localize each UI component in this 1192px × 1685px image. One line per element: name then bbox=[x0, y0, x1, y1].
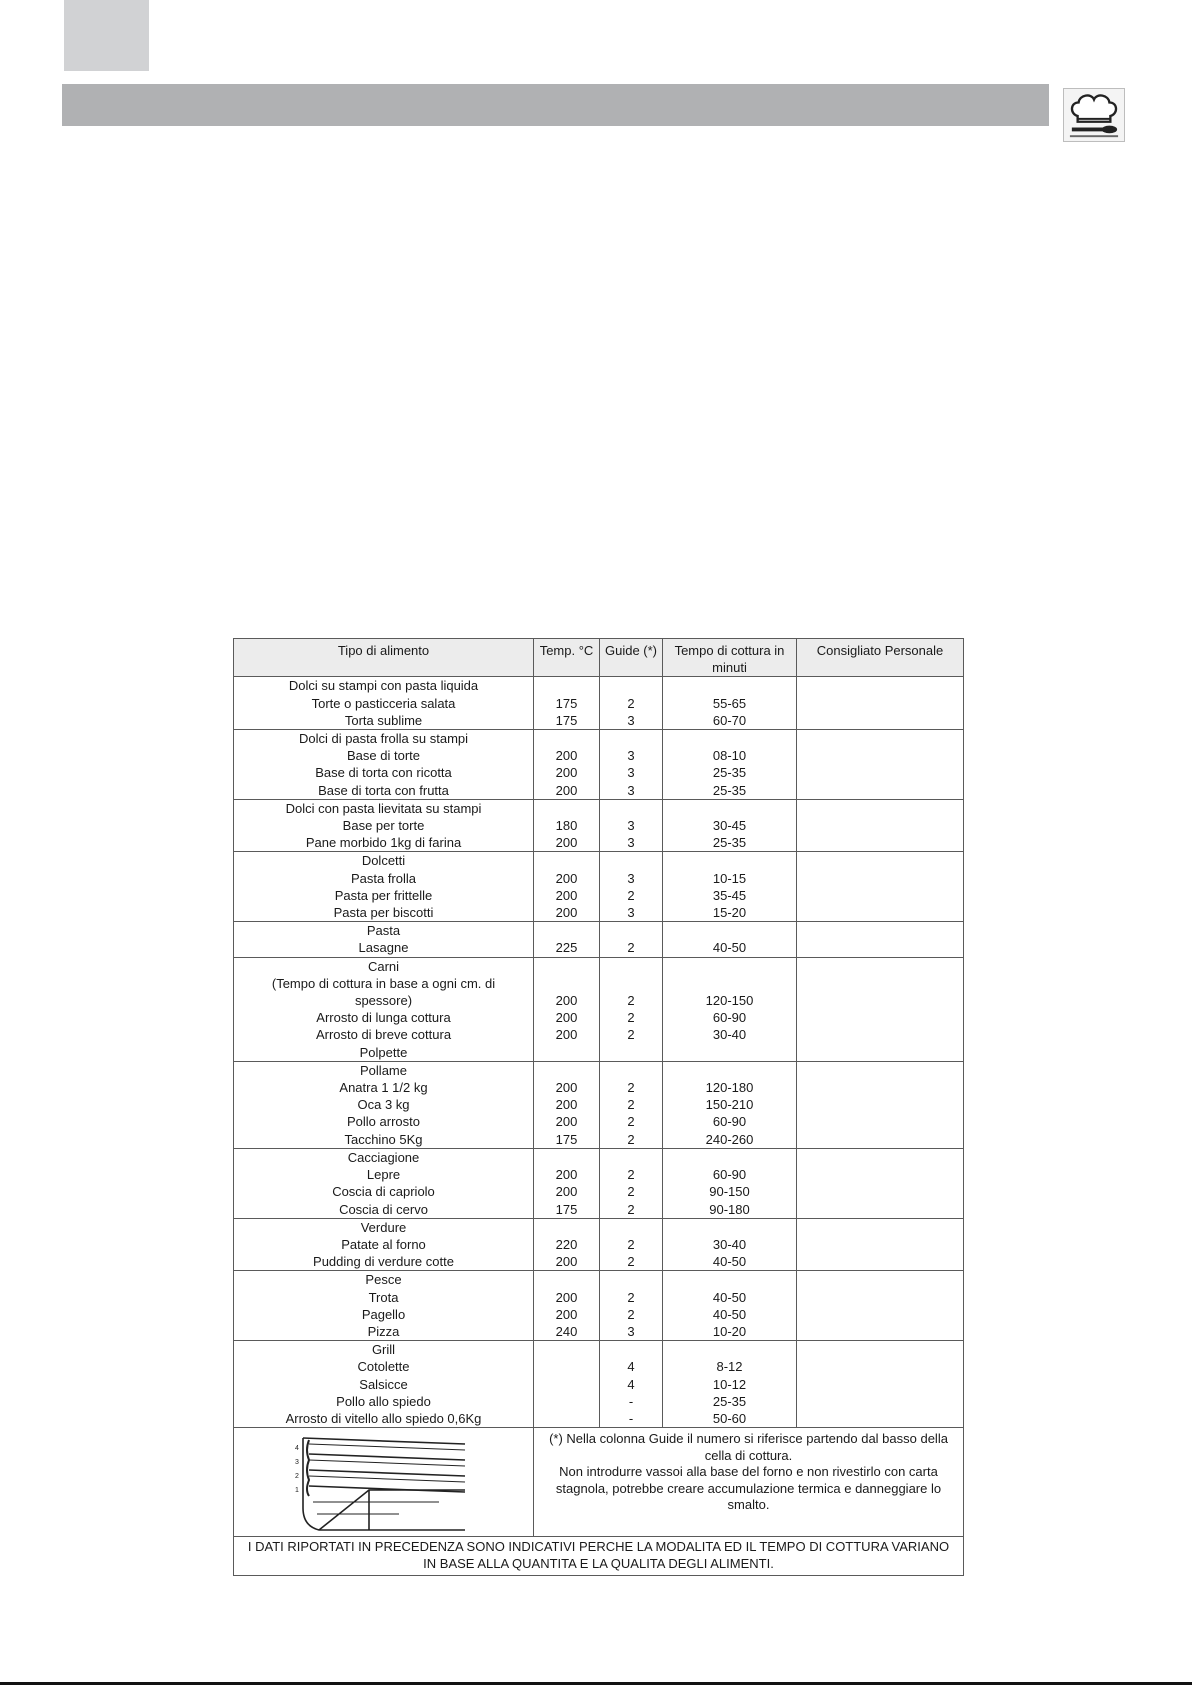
group-title: Dolci di pasta frolla su stampi bbox=[298, 731, 469, 747]
row-name: Salsicce bbox=[359, 1376, 408, 1392]
row-name: Arrosto di vitello allo spiedo 0,6Kg bbox=[285, 1410, 482, 1426]
row-name: Pudding di verdure cotte bbox=[313, 1254, 454, 1270]
personal-cell bbox=[797, 922, 964, 957]
title-spacer bbox=[534, 1062, 599, 1079]
row-name: Pasta per frittelle bbox=[334, 887, 433, 903]
row-temp: 200 bbox=[555, 1289, 578, 1305]
row-time: 60-90 bbox=[712, 1010, 747, 1026]
title-spacer bbox=[663, 852, 796, 869]
time-cell bbox=[663, 1218, 797, 1271]
title-spacer bbox=[600, 958, 662, 975]
row-name: Base di torta con frutta bbox=[318, 782, 449, 798]
temp-cell bbox=[534, 1341, 600, 1428]
row-temp: 200 bbox=[555, 993, 578, 1009]
group-title: Cacciagione bbox=[347, 1149, 420, 1165]
table-row bbox=[234, 1341, 964, 1428]
food-cell bbox=[234, 1148, 534, 1218]
guide-cell bbox=[600, 730, 663, 800]
row-temp: 200 bbox=[555, 1010, 578, 1026]
temp-cell bbox=[534, 922, 600, 957]
row-time: 25-35 bbox=[712, 835, 747, 851]
personal-cell bbox=[797, 799, 964, 852]
row-time: 120-150 bbox=[705, 993, 754, 1009]
row-time: 60-70 bbox=[712, 712, 747, 728]
row-guide: 2 bbox=[627, 940, 635, 956]
title-spacer bbox=[663, 1062, 796, 1079]
personal-cell bbox=[797, 730, 964, 800]
row-temp: 200 bbox=[555, 1027, 578, 1043]
title-spacer bbox=[600, 800, 662, 817]
food-cell bbox=[234, 957, 534, 1061]
row-temp: 175 bbox=[555, 1131, 578, 1147]
row-guide: 2 bbox=[627, 1027, 635, 1043]
time-cell bbox=[663, 677, 797, 730]
row-time: 60-90 bbox=[712, 1167, 747, 1183]
row-time: 8-12 bbox=[716, 1359, 743, 1375]
row-guide: 2 bbox=[627, 1201, 635, 1217]
guide-cell bbox=[600, 922, 663, 957]
food-cell bbox=[234, 1218, 534, 1271]
row-temp: 200 bbox=[555, 870, 578, 886]
food-cell bbox=[234, 852, 534, 922]
row-guide: 2 bbox=[627, 993, 635, 1009]
guide-cell bbox=[600, 1148, 663, 1218]
row-name: Coscia di cervo bbox=[339, 1201, 428, 1217]
title-spacer bbox=[600, 1271, 662, 1288]
row-time: 60-90 bbox=[712, 1114, 747, 1130]
row-name: Arrosto di breve cottura bbox=[315, 1027, 452, 1043]
title-spacer bbox=[663, 800, 796, 817]
row-time: 08-10 bbox=[712, 748, 747, 764]
row-name: Pollo allo spiedo bbox=[336, 1393, 431, 1409]
row-guide: 2 bbox=[627, 1131, 635, 1147]
row-name: Lasagne bbox=[358, 940, 409, 956]
food-cell bbox=[234, 677, 534, 730]
row-time: 30-40 bbox=[712, 1236, 747, 1252]
row-guide: 3 bbox=[627, 905, 635, 921]
row-guide: 3 bbox=[627, 1323, 635, 1339]
row-name: Anatra 1 1/2 kg bbox=[339, 1080, 428, 1096]
row-guide: 3 bbox=[627, 870, 635, 886]
guide-cell bbox=[600, 1061, 663, 1148]
row-time: 90-180 bbox=[709, 1201, 750, 1217]
row-time: 25-35 bbox=[712, 782, 747, 798]
row-time: 10-15 bbox=[712, 870, 747, 886]
row-guide: 2 bbox=[627, 1010, 635, 1026]
row-name: Patate al forno bbox=[341, 1236, 426, 1252]
guide-cell bbox=[600, 1271, 663, 1341]
title-spacer bbox=[534, 1341, 599, 1358]
row-temp: 175 bbox=[555, 695, 578, 711]
title-spacer bbox=[600, 852, 662, 869]
row-guide: 4 bbox=[627, 1359, 635, 1375]
row-time: 10-12 bbox=[712, 1376, 747, 1392]
guide-cell bbox=[600, 1341, 663, 1428]
row-temp: 200 bbox=[555, 1080, 578, 1096]
row-temp: 220 bbox=[555, 1236, 578, 1252]
header-cooking-time: Tempo di cottura in minuti bbox=[663, 639, 797, 677]
row-time: 40-50 bbox=[712, 1289, 747, 1305]
svg-text:1: 1 bbox=[294, 1487, 299, 1495]
row-temp: 200 bbox=[555, 1306, 578, 1322]
row-name: Pizza bbox=[367, 1323, 400, 1339]
row-guide: 4 bbox=[627, 1376, 635, 1392]
row-time: 40-50 bbox=[712, 1254, 747, 1270]
row-name: Base per torte bbox=[342, 818, 425, 834]
row-guide: 3 bbox=[627, 818, 635, 834]
group-title: Carni bbox=[367, 958, 400, 974]
title-spacer bbox=[534, 1219, 599, 1236]
temp-cell bbox=[534, 957, 600, 1061]
group-title: Grill bbox=[371, 1342, 396, 1358]
row-time: 40-50 bbox=[712, 1306, 747, 1322]
personal-cell bbox=[797, 852, 964, 922]
table-row bbox=[234, 1148, 964, 1218]
personal-cell bbox=[797, 1061, 964, 1148]
row-time: 10-20 bbox=[712, 1323, 747, 1339]
personal-cell bbox=[797, 1148, 964, 1218]
row-guide: 3 bbox=[627, 782, 635, 798]
row-guide: 2 bbox=[627, 1097, 635, 1113]
row-name: Torta sublime bbox=[344, 712, 423, 728]
row-guide: 3 bbox=[627, 835, 635, 851]
notes-row bbox=[234, 1428, 964, 1537]
row-guide: 2 bbox=[627, 1289, 635, 1305]
personal-cell bbox=[797, 957, 964, 1061]
wrap-spacer bbox=[534, 975, 599, 992]
row-name: Pagello bbox=[361, 1306, 406, 1322]
table-row bbox=[234, 799, 964, 852]
row-time: 30-45 bbox=[712, 818, 747, 834]
title-spacer bbox=[600, 1219, 662, 1236]
row-name: Pasta frolla bbox=[350, 870, 417, 886]
title-spacer bbox=[600, 677, 662, 694]
row-time: 50-60 bbox=[712, 1410, 747, 1426]
row-temp: 175 bbox=[555, 712, 578, 728]
temp-cell bbox=[534, 852, 600, 922]
row-time: 35-45 bbox=[712, 887, 747, 903]
row-temp: 200 bbox=[555, 1254, 578, 1270]
row-time: 40-50 bbox=[712, 940, 747, 956]
corner-tab bbox=[64, 0, 149, 71]
row-name: Torte o pasticceria salata bbox=[311, 695, 456, 711]
title-spacer bbox=[600, 730, 662, 747]
title-spacer bbox=[534, 677, 599, 694]
row-guide: 2 bbox=[627, 1114, 635, 1130]
title-spacer bbox=[534, 958, 599, 975]
header-food-type: Tipo di alimento bbox=[234, 639, 534, 677]
temp-cell bbox=[534, 1271, 600, 1341]
personal-cell bbox=[797, 1271, 964, 1341]
table-row bbox=[234, 852, 964, 922]
row-temp: 225 bbox=[555, 940, 578, 956]
row-guide: - bbox=[628, 1410, 634, 1426]
title-spacer bbox=[663, 922, 796, 939]
row-name: Pane morbido 1kg di farina bbox=[305, 835, 462, 851]
table-row bbox=[234, 1271, 964, 1341]
row-temp: 200 bbox=[555, 1167, 578, 1183]
row-name: Oca 3 kg bbox=[357, 1097, 410, 1113]
group-title: Pasta bbox=[366, 923, 401, 939]
row-time: 30-40 bbox=[712, 1027, 747, 1043]
temp-cell bbox=[534, 677, 600, 730]
group-title: Verdure bbox=[360, 1219, 407, 1235]
table-row bbox=[234, 677, 964, 730]
row-name: Coscia di capriolo bbox=[332, 1184, 435, 1200]
table-row bbox=[234, 922, 964, 957]
title-spacer bbox=[600, 922, 662, 939]
row-temp: 200 bbox=[555, 835, 578, 851]
temp-cell bbox=[534, 1218, 600, 1271]
title-spacer bbox=[663, 1219, 796, 1236]
food-cell bbox=[234, 922, 534, 957]
table-header-row bbox=[234, 639, 964, 677]
guide-cell bbox=[600, 1218, 663, 1271]
row-time: 120-180 bbox=[705, 1080, 754, 1096]
food-cell bbox=[234, 730, 534, 800]
row-name: Pasta per biscotti bbox=[333, 905, 434, 921]
disclaimer-footer: I DATI RIPORTATI IN PRECEDENZA SONO INDICATIVI PERCHE LA MODALITA ED IL TEMPO DI COTTURA VARIANO IN BASE ALLA QUANTITA E LA QUALITA DEGLI ALIMENTI. bbox=[234, 1537, 964, 1576]
food-cell bbox=[234, 1061, 534, 1148]
row-guide: 2 bbox=[627, 1254, 635, 1270]
row-name: Arrosto di lunga cottura bbox=[316, 1010, 451, 1026]
title-spacer bbox=[534, 800, 599, 817]
row-temp: 200 bbox=[555, 1114, 578, 1130]
group-title: Dolci su stampi con pasta liquida bbox=[288, 678, 479, 694]
table-row bbox=[234, 1218, 964, 1271]
title-spacer bbox=[663, 730, 796, 747]
row-name: Cotolette bbox=[357, 1359, 410, 1375]
time-cell bbox=[663, 1271, 797, 1341]
row-guide: 3 bbox=[627, 712, 635, 728]
row-guide: 2 bbox=[627, 695, 635, 711]
temp-cell bbox=[534, 1148, 600, 1218]
wrap-spacer bbox=[663, 975, 796, 992]
table-row bbox=[234, 1061, 964, 1148]
title-spacer bbox=[534, 852, 599, 869]
group-title: Pesce bbox=[365, 1272, 402, 1288]
time-cell bbox=[663, 799, 797, 852]
group-title: Pollame bbox=[360, 1062, 407, 1078]
row-guide: - bbox=[628, 1393, 634, 1409]
guide-note: (*) Nella colonna Guide il numero si riferisce partendo dal basso della cella di cottura. bbox=[549, 1431, 948, 1463]
title-spacer bbox=[663, 1271, 796, 1288]
row-time: 150-210 bbox=[705, 1097, 754, 1113]
row-guide: 3 bbox=[627, 765, 635, 781]
row-temp: 200 bbox=[555, 1097, 578, 1113]
warning-note: Non introdurre vassoi alla base del forno e non rivestirlo con carta stagnola, potrebbe creare accumulazione termica e danneggiare lo smalto. bbox=[555, 1464, 942, 1513]
guide-cell bbox=[600, 677, 663, 730]
title-spacer bbox=[663, 958, 796, 975]
time-cell bbox=[663, 922, 797, 957]
table-row bbox=[234, 730, 964, 800]
row-time: 240-260 bbox=[705, 1131, 754, 1147]
row-time: 25-35 bbox=[712, 765, 747, 781]
table-row bbox=[234, 957, 964, 1061]
row-time: 15-20 bbox=[712, 905, 747, 921]
title-spacer bbox=[600, 1062, 662, 1079]
row-name: Lepre bbox=[366, 1167, 401, 1183]
personal-cell bbox=[797, 1218, 964, 1271]
row-temp: 200 bbox=[555, 887, 578, 903]
temp-cell bbox=[534, 799, 600, 852]
row-name: Tacchino 5Kg bbox=[344, 1131, 423, 1147]
guide-cell bbox=[600, 799, 663, 852]
cooking-table bbox=[233, 638, 964, 1576]
row-name: (Tempo di cottura in base a ogni cm. di spessore) bbox=[271, 975, 496, 1009]
food-cell bbox=[234, 799, 534, 852]
row-time: 90-150 bbox=[709, 1184, 750, 1200]
row-temp: 240 bbox=[555, 1323, 578, 1339]
header-personal: Consigliato Personale bbox=[797, 639, 964, 677]
row-guide: 2 bbox=[627, 1167, 635, 1183]
wrap-spacer bbox=[600, 975, 662, 992]
time-cell bbox=[663, 1341, 797, 1428]
guide-cell bbox=[600, 957, 663, 1061]
cooking-table-container bbox=[233, 638, 963, 1576]
row-name: Base di torta con ricotta bbox=[315, 765, 452, 781]
temp-cell bbox=[534, 1061, 600, 1148]
group-title: Dolci con pasta lievitata su stampi bbox=[285, 800, 482, 816]
svg-text:4: 4 bbox=[294, 1445, 299, 1453]
row-guide: 2 bbox=[627, 1306, 635, 1322]
row-time: 25-35 bbox=[712, 1393, 747, 1409]
personal-cell bbox=[797, 1341, 964, 1428]
row-temp: 200 bbox=[555, 1184, 578, 1200]
oven-racks-illustration bbox=[289, 1430, 479, 1534]
row-temp: 200 bbox=[555, 748, 578, 764]
notes-cell bbox=[534, 1428, 964, 1537]
header-guide: Guide (*) bbox=[600, 639, 663, 677]
time-cell bbox=[663, 852, 797, 922]
section-header-bar bbox=[62, 84, 1049, 126]
row-name: Trota bbox=[368, 1289, 399, 1305]
svg-text:3: 3 bbox=[294, 1459, 299, 1467]
row-temp: 200 bbox=[555, 765, 578, 781]
row-name: Pollo arrosto bbox=[347, 1114, 420, 1130]
row-guide: 2 bbox=[627, 1184, 635, 1200]
title-spacer bbox=[534, 922, 599, 939]
row-guide: 3 bbox=[627, 748, 635, 764]
title-spacer bbox=[534, 1149, 599, 1166]
row-name: Base di torte bbox=[347, 748, 420, 764]
title-spacer bbox=[600, 1149, 662, 1166]
group-title: Dolcetti bbox=[361, 853, 406, 869]
oven-illustration-cell bbox=[234, 1428, 534, 1537]
time-cell bbox=[663, 730, 797, 800]
row-time: 55-65 bbox=[712, 695, 747, 711]
chef-hat-icon bbox=[1063, 88, 1125, 142]
row-temp: 175 bbox=[555, 1201, 578, 1217]
header-temperature: Temp. °C bbox=[534, 639, 600, 677]
title-spacer bbox=[534, 730, 599, 747]
title-spacer bbox=[600, 1341, 662, 1358]
title-spacer bbox=[663, 1149, 796, 1166]
food-cell bbox=[234, 1271, 534, 1341]
title-spacer bbox=[663, 677, 796, 694]
guide-cell bbox=[600, 852, 663, 922]
row-temp: 180 bbox=[555, 818, 578, 834]
row-guide: 2 bbox=[627, 1080, 635, 1096]
row-guide: 2 bbox=[627, 887, 635, 903]
temp-cell bbox=[534, 730, 600, 800]
time-cell bbox=[663, 957, 797, 1061]
time-cell bbox=[663, 1148, 797, 1218]
food-cell bbox=[234, 1341, 534, 1428]
personal-cell bbox=[797, 677, 964, 730]
footer-row bbox=[234, 1537, 964, 1576]
row-guide: 2 bbox=[627, 1236, 635, 1252]
row-name: Polpette bbox=[359, 1044, 408, 1060]
svg-text:2: 2 bbox=[294, 1473, 299, 1481]
row-temp: 200 bbox=[555, 782, 578, 798]
row-temp: 200 bbox=[555, 905, 578, 921]
title-spacer bbox=[663, 1341, 796, 1358]
title-spacer bbox=[534, 1271, 599, 1288]
time-cell bbox=[663, 1061, 797, 1148]
